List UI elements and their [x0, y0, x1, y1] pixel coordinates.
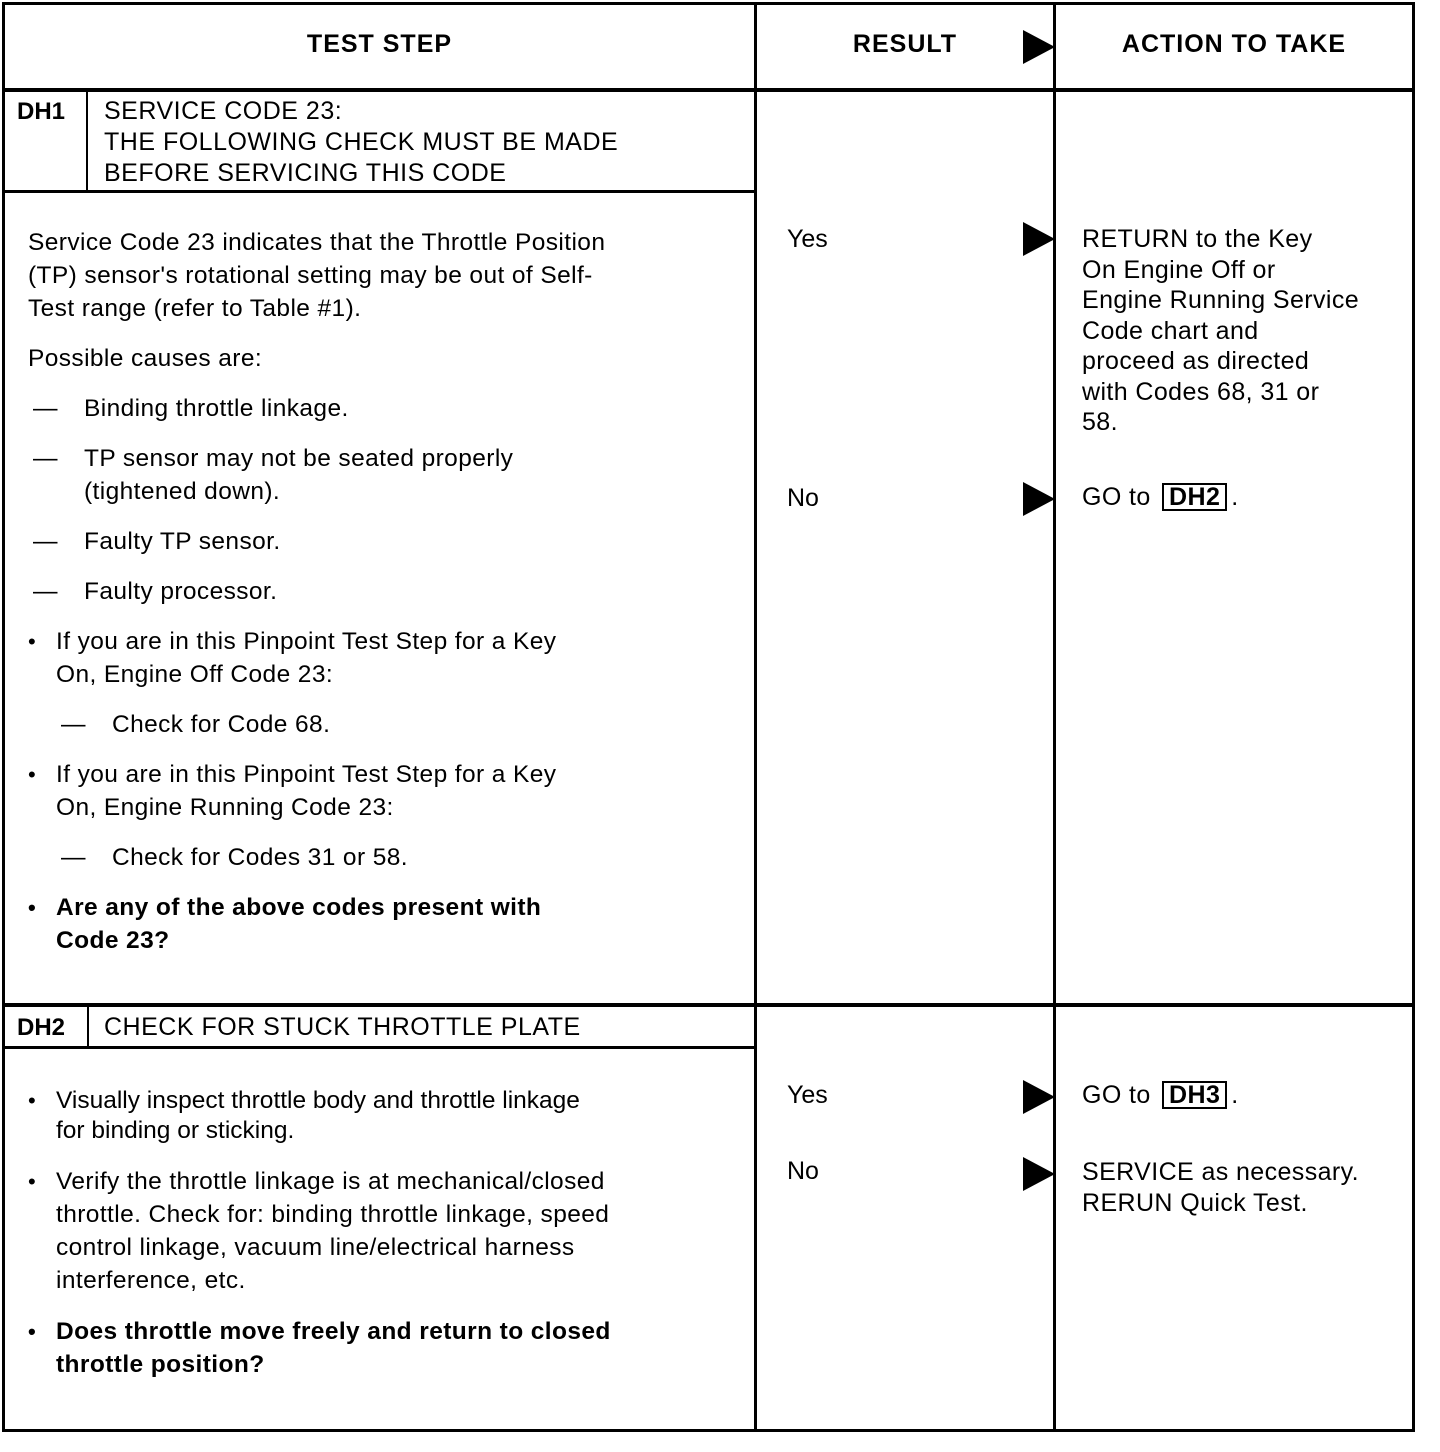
header-action: ACTION TO TAKE [1121, 30, 1347, 58]
header-result: RESULT [852, 30, 958, 58]
dh2-result-yes: Yes [787, 1081, 828, 1109]
dh1-causes-label: Possible causes are: [28, 345, 263, 372]
dh1-result-yes: Yes [787, 225, 828, 253]
dh2-title: CHECK FOR STUCK THROTTLE PLATE [104, 1013, 581, 1041]
dh1-code: DH1 [17, 98, 66, 125]
dh1-result-no: No [787, 484, 819, 512]
header-arrow-icon [1023, 30, 1055, 64]
dh1-no-arrow-icon [1023, 482, 1055, 516]
dh2-result-no: No [787, 1157, 819, 1185]
dh2-link[interactable]: DH2 [1162, 483, 1227, 511]
dh2-no-arrow-icon [1023, 1157, 1055, 1191]
dh2-action-yes: GO to DH3 . [1082, 1081, 1239, 1109]
dh1-intro: Service Code 23 indicates that the Throttle Position (TP) sensor's rotational setting may be out of Self- Test range (refer to Table #1). [28, 229, 606, 322]
dh3-link[interactable]: DH3 [1162, 1081, 1227, 1109]
dh1-action-no: GO to DH2 . [1082, 483, 1239, 511]
dh1-title: SERVICE CODE 23: THE FOLLOWING CHECK MUST BE MADE BEFORE SERVICING THIS CODE [104, 97, 619, 187]
dh2-yes-arrow-icon [1023, 1080, 1055, 1114]
dh2-code: DH2 [17, 1014, 66, 1041]
dh1-action-yes: RETURN to the Key On Engine Off or Engine Running Service Code chart and proceed as directed with Codes 68, 31 or 58. [1082, 225, 1360, 436]
dh1-yes-arrow-icon [1023, 222, 1055, 256]
header-test-step: TEST STEP [306, 30, 453, 58]
dh2-action-no: SERVICE as necessary. RERUN Quick Test. [1082, 1158, 1360, 1217]
